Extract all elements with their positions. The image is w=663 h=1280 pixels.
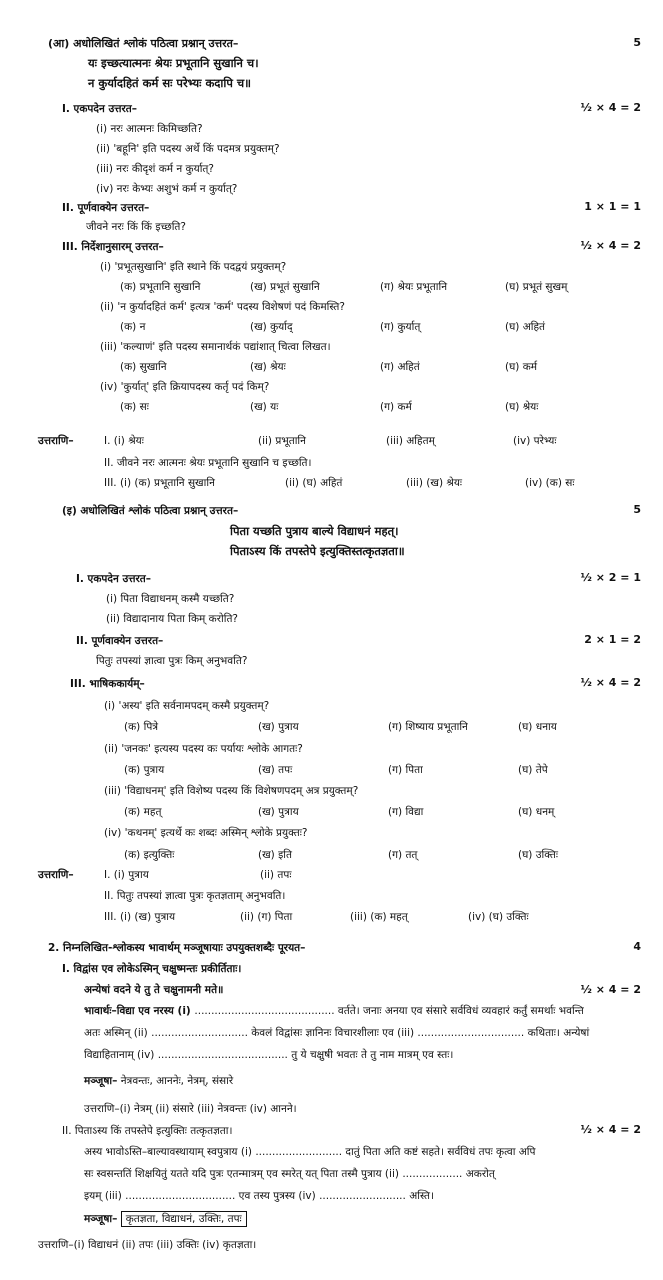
manjusha-row <box>84 1212 247 1226</box>
section-a-q1-label: I. एकपदेन उत्तरत– <box>62 103 137 115</box>
option: (ग) पिता <box>388 764 423 776</box>
section-a-q2-item: जीवने नरः किं किं इच्छति? <box>86 221 186 233</box>
section-2-marks: 4 <box>633 940 641 953</box>
option: (घ) धनाय <box>518 721 557 733</box>
section-2-p2-answers: उत्तराणि–(i) विद्याधनं (ii) तपः (iii) उक्तिः (iv) कृतज्ञता। <box>38 1239 257 1251</box>
answer: (iii) (क) महत् <box>350 911 408 923</box>
answer: I. (i) श्रेयः <box>104 435 144 447</box>
bhavarth-line <box>84 1189 434 1203</box>
section-e-heading: (इ) अधोलिखितं श्लोकं पठित्वा प्रश्नान् उत्तरत– <box>62 505 239 517</box>
option: (ख) पुत्राय <box>258 721 299 733</box>
option: (क) सुखानि <box>120 361 167 373</box>
section-e-verse-1: पिता यच्छति पुत्राय बाल्ये विद्याधनं महत्। <box>230 524 399 538</box>
option: (ग) विद्या <box>388 806 424 818</box>
section-a-verse-1: यः इच्छत्यात्मनः श्रेयः प्रभूतानि सुखानि च। <box>88 56 259 70</box>
option: (ग) अहितं <box>380 361 420 373</box>
section-a-q3-label: III. निर्देशानुसारम् उत्तरत– <box>62 241 164 253</box>
bhavarth-line <box>84 1026 589 1040</box>
answer: (iii) (ख) श्रेयः <box>406 477 463 489</box>
section-e-q3-question: (i) 'अस्य' इति सर्वनामपदम् कस्मै प्रयुक्तम्? <box>104 700 270 712</box>
bhavarth-text: अतः अस्मिन् (ii) <box>84 1027 152 1039</box>
answer: (ii) तपः <box>260 869 292 881</box>
option: (घ) धनम् <box>518 806 555 818</box>
bhavarth-text: कथिताः। अन्येषां <box>524 1027 590 1039</box>
section-a-q3-question: (ii) 'न कुर्यादहितं कर्म' इत्यत्र 'कर्म' पदस्य विशेषणं पदं किमस्ति? <box>100 301 345 313</box>
answer: (iv) परेभ्यः <box>513 435 557 447</box>
answer: (iv) (क) सः <box>525 477 575 489</box>
section-2-p1-verse: अन्येषां वदने ये तु ते चक्षुनामनी मते॥ <box>84 984 224 996</box>
section-e-q3-question: (ii) 'जनकः' इत्यस्य पदस्य कः पर्यायः श्लोके आगतः? <box>104 743 303 755</box>
option: (क) न <box>120 321 146 333</box>
option: (ग) कुर्यात् <box>380 321 421 333</box>
section-a-q3-question: (iv) 'कुर्यात्' इति क्रियापदस्य कर्तृ पदं किम्? <box>100 381 270 393</box>
section-a-q3-question: (i) 'प्रभूतसुखानि' इति स्थाने किं पदद्वयं प्रयुक्तम्? <box>100 261 287 273</box>
section-a-q1-item: (ii) 'बहूनि' इति पदस्य अर्थे किं पदमत्र प्रयुक्तम्? <box>96 143 280 155</box>
bhavarth-text: अस्ति। <box>405 1190 434 1202</box>
section-a-q1-item: (i) नरः आत्मनः किमिच्छति? <box>96 123 203 135</box>
option: (घ) तेपे <box>518 764 548 776</box>
option: (ग) कर्म <box>380 401 412 413</box>
section-e-q1-item: (i) पिता विद्याधनम् कस्मै यच्छति? <box>106 593 235 605</box>
option: (घ) कर्म <box>505 361 538 373</box>
section-e-q1-item: (ii) विद्यादानाय पिता किम् करोति? <box>106 613 239 625</box>
option: (क) इत्युक्तिः <box>124 849 175 861</box>
section-a-q3-marks: ½ × 4 = 2 <box>580 239 641 252</box>
bhavarth-text: इयम् (iii) <box>84 1190 126 1202</box>
bhavarth-text: तु ये चक्षुषी भवतः ते तु नाम मात्रम् एव स्तः। <box>287 1049 454 1061</box>
blank[interactable]: ....................................... <box>157 1049 288 1061</box>
section-e-q3-label: III. भाषिककार्यम्– <box>70 678 145 690</box>
blank[interactable]: .......................... <box>255 1146 343 1158</box>
section-a-answers-label: उत्तराणि– <box>38 435 74 447</box>
answer: I. (i) पुत्राय <box>104 869 149 881</box>
section-e-q2-label: II. पूर्णवाक्येन उत्तरत– <box>76 635 164 647</box>
option: (क) प्रभूतानि सुखानि <box>120 281 201 293</box>
section-a-heading: (आ) अधोलिखितं श्लोकं पठित्वा प्रश्नान् उत्तरत– <box>48 37 239 50</box>
blank[interactable]: ................................ <box>417 1027 525 1039</box>
section-a-q1-item: (iii) नरः कीदृशं कर्म न कुर्यात्? <box>96 163 214 175</box>
answer: II. जीवने नरः आत्मनः श्रेयः प्रभूतानि सुखानि च इच्छति। <box>104 457 312 469</box>
section-a-q1-marks: ½ × 4 = 2 <box>580 101 641 114</box>
section-e-q3-question: (iii) 'विद्याधनम्' इति विशेष्य पदस्य किं विशेषणपदम् अत्र प्रयुक्तम्? <box>104 785 359 797</box>
bhavarth-text: सः स्वसन्ततिं शिक्षयितुं यतते यदि पुत्रः एतन्मात्रम् एव स्मरेत् यत् पिता तस्मै पुत्राय (ii) <box>84 1168 403 1180</box>
section-e-q1-marks: ½ × 2 = 1 <box>580 571 641 584</box>
option: (ख) श्रेयः <box>250 361 286 373</box>
section-a-q1-item: (iv) नरः केभ्यः अशुभं कर्म न कुर्यात्? <box>96 183 238 195</box>
bhavarth-text: भावार्थः–विद्या एव नरस्य (i) <box>84 1005 195 1017</box>
bhavarth-text: वर्तते। जनाः अनया एव संसारे सर्वविधं व्यवहारं कर्तुं समर्थाः भवन्ति <box>334 1005 584 1017</box>
option: (ख) तपः <box>258 764 293 776</box>
option: (क) पुत्राय <box>124 764 165 776</box>
blank[interactable]: .................. <box>402 1168 463 1180</box>
bhavarth-text: एव तस्य पुत्रस्य (iv) <box>235 1190 320 1202</box>
bhavarth-text: केवलं विद्वांसः ज्ञानिनः विचारशीलाः एव (iii) <box>247 1027 418 1039</box>
manjusha-label: मञ्जूषा– <box>84 1075 118 1087</box>
manjusha-words: नेत्रवन्तः, आननेः, नेत्रम्, संसारे <box>120 1075 234 1087</box>
option: (क) महत् <box>124 806 162 818</box>
blank[interactable]: .......................... <box>319 1190 406 1202</box>
manjusha-row <box>84 1074 233 1088</box>
option: (क) पित्रे <box>124 721 159 733</box>
bhavarth-line <box>84 1145 536 1159</box>
answer: (ii) (घ) अहितं <box>285 477 343 489</box>
section-e-verse-2: पिताऽस्य किं तपस्तेपे इत्युक्तिस्तत्कृतज्ञता॥ <box>230 544 405 558</box>
section-e-answers-label: उत्तराणि– <box>38 869 74 881</box>
blank[interactable]: .......................................... <box>194 1005 335 1017</box>
bhavarth-text: अकरोत् <box>462 1168 495 1180</box>
section-2-p1-marks: ½ × 4 = 2 <box>580 983 641 996</box>
section-2-p2-title: II. पिताऽस्य किं तपस्तेपे इत्युक्तिः तत्कृतज्ञता। <box>62 1125 233 1137</box>
answer: (ii) (ग) पिता <box>240 911 293 923</box>
option: (घ) अहितं <box>505 321 546 333</box>
section-e-marks: 5 <box>633 503 641 516</box>
option: (ग) श्रेयः प्रभूतानि <box>380 281 448 293</box>
section-e-q1-label: I. एकपदेन उत्तरत– <box>76 573 151 585</box>
section-2-heading: 2. निम्नलिखित-श्लोकस्य भावार्थम् मञ्जूषायाः उपयुक्तशब्दैः पूरयत– <box>48 942 306 954</box>
answer: (iii) अहितम् <box>386 435 435 447</box>
section-a-q2-label: II. पूर्णवाक्येन उत्तरत– <box>62 202 150 214</box>
option: (घ) प्रभूतं सुखम् <box>505 281 568 293</box>
section-e-q3-marks: ½ × 4 = 2 <box>580 676 641 689</box>
answer: III. (i) (ख) पुत्राय <box>104 911 176 923</box>
section-2-p1-answers: उत्तराणि–(i) नेत्रम् (ii) संसारे (iii) नेत्रवन्तः (iv) आनने। <box>84 1103 297 1115</box>
blank[interactable]: ............................. <box>151 1027 248 1039</box>
option: (ख) यः <box>250 401 279 413</box>
option: (क) सः <box>120 401 149 413</box>
bhavarth-text: विद्याहितानाम् (iv) <box>84 1049 158 1061</box>
option: (ग) तत् <box>388 849 418 861</box>
bhavarth-line <box>84 1167 495 1181</box>
section-a-q2-marks: 1 × 1 = 1 <box>584 200 641 213</box>
answer: (ii) प्रभूतानि <box>258 435 306 447</box>
answer: II. पितुः तपस्यां ज्ञात्वा पुत्रः कृतज्ञताम् अनुभवति। <box>104 890 286 902</box>
answer: (iv) (घ) उक्तिः <box>468 911 529 923</box>
blank[interactable]: ................................. <box>125 1190 236 1202</box>
option: (घ) श्रेयः <box>505 401 539 413</box>
section-e-q2-item: पितुः तपस्यां ज्ञात्वा पुत्रः किम् अनुभवति? <box>96 655 248 667</box>
bhavarth-line <box>84 1004 584 1018</box>
answer: III. (i) (क) प्रभूतानि सुखानि <box>104 477 215 489</box>
section-a-verse-2: न कुर्यादहितं कर्म सः परेभ्यः कदापि च॥ <box>88 76 252 90</box>
manjusha-label: मञ्जूषा– <box>84 1213 118 1225</box>
manjusha-box: कृतज्ञता, विद्याधनं, उक्तिः, तपः <box>121 1211 247 1227</box>
option: (घ) उक्तिः <box>518 849 558 861</box>
bhavarth-text: दातुं पिता अति कष्टं सहते। सर्वविधं तपः कृत्वा अपि <box>342 1146 536 1158</box>
section-e-q2-marks: 2 × 1 = 2 <box>584 633 641 646</box>
section-2-p2-marks: ½ × 4 = 2 <box>580 1123 641 1136</box>
bhavarth-line <box>84 1048 453 1062</box>
option: (ख) इति <box>258 849 292 861</box>
option: (ख) प्रभूतं सुखानि <box>250 281 320 293</box>
section-a-marks: 5 <box>633 36 641 49</box>
section-2-p1-title: I. विद्वांस एव लोकेऽस्मिन् चक्षुष्मन्तः प्रकीर्तिताः। <box>62 963 242 975</box>
option: (ख) कुर्याद् <box>250 321 293 333</box>
option: (ख) पुत्राय <box>258 806 299 818</box>
bhavarth-text: अस्य भावोऽस्ति–बाल्यावस्थायाम् स्वपुत्राय (i) <box>84 1146 256 1158</box>
section-a-q3-question: (iii) 'कल्याणं' इति पदस्य समानार्थकं पद्यांशात् चित्वा लिखत। <box>100 341 331 353</box>
section-e-q3-question: (iv) 'कथनम्' इत्यर्थे कः शब्दः अस्मिन् श्लोके प्रयुक्तः? <box>104 827 308 839</box>
option: (ग) शिष्याय प्रभूतानि <box>388 721 468 733</box>
